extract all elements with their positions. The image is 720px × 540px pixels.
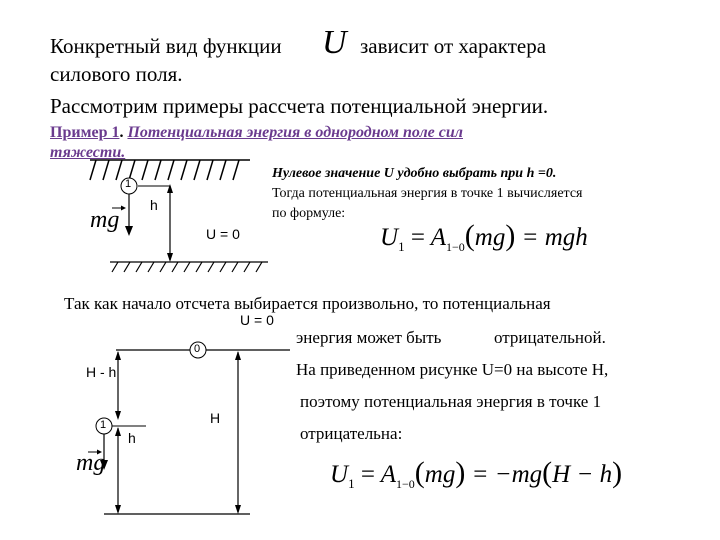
formula-2-rhs-pre: = −mg [471, 461, 543, 488]
text-2-line-5: отрицательна: [300, 424, 403, 443]
intro-line-1-post: зависит от характера [360, 34, 547, 58]
u-function-symbol: U [322, 24, 347, 61]
h-label-2: h [128, 430, 136, 446]
formula-1-work: A [430, 224, 447, 251]
formula-2-lhs: U [330, 461, 349, 488]
formula-1-rhs: = mgh [521, 224, 588, 251]
intro-line-1-pre: Конкретный вид функции [50, 34, 282, 58]
formula-1-lhs: U [380, 224, 399, 251]
zero-value-note: Нулевое значение U удобно выбрать при h =0. [272, 166, 557, 181]
example-label: Пример 1 [50, 124, 120, 141]
big-h-label: H [210, 410, 221, 426]
h-minus-h-arrowhead-top [115, 351, 121, 360]
text-2-line-3: На приведенном рисунке U=0 на высоте H, [296, 360, 609, 379]
formula-1-eq: = [410, 224, 425, 251]
h-minus-h-label: H - h [86, 364, 117, 380]
mg-label-1: mg [90, 207, 120, 233]
h-arrow-2-head-top [115, 427, 121, 436]
formula-2-rhs-paren: H − h [552, 461, 613, 488]
energy-computed-text: Тогда потенциальная энергия в точке 1 вычисляется [272, 186, 583, 201]
example-title-line-1: Потенциальная энергия в однородном поле сил [127, 124, 463, 141]
u-zero-label-2: U = 0 [240, 312, 274, 328]
formula-2-eq: = [360, 461, 375, 488]
formula-1-lhs-sub: 1 [398, 239, 405, 254]
h-minus-h-arrowhead-bottom [115, 411, 121, 420]
u-zero-label-1: U = 0 [206, 226, 240, 242]
formula-2-work-sub: 1−0 [396, 477, 415, 491]
text-2-line-4: поэтому потенциальная энергия в точке 1 [300, 392, 602, 411]
text-2-line-1: Так как начало отсчета выбирается произвольно, то потенциальная [64, 294, 551, 313]
intro-line-2: силового поля. [50, 62, 183, 86]
big-h-arrowhead-top [235, 351, 241, 360]
h-arrow-2-head-bottom [115, 505, 121, 514]
big-h-arrowhead-bottom [235, 505, 241, 514]
formula-2-work: A [380, 461, 397, 488]
intro-line-3: Рассмотрим примеры рассчета потенциальной энергии. [50, 94, 549, 118]
text-2-line-2b: отрицательной. [494, 328, 606, 347]
formula-2-mg: mg [424, 461, 456, 488]
by-formula-text: по формуле: [272, 206, 346, 221]
text-2-line-2a: энергия может быть [296, 328, 442, 347]
mg-label-2: mg [76, 450, 106, 476]
point-0-label: 0 [194, 343, 201, 355]
example-title-line-2: тяжести. [50, 144, 126, 161]
point-1b-label: 1 [100, 419, 107, 431]
formula-1-work-sub: 1−0 [446, 240, 465, 254]
formula-2: $U_1 = A_{1-0}(mg) = -mg(H - h)$ [330, 456, 623, 491]
h-label-1: h [150, 197, 158, 213]
formula-1: $U_1 = A_{1-0}(mg)$ = mgh [380, 219, 588, 254]
formula-2-lhs-sub: 1 [348, 476, 355, 491]
point-1-label: 1 [125, 178, 132, 190]
formula-1-mg: mg [474, 224, 506, 251]
example-heading: Пример 1. Потенциальная энергия в однородном поле сил [50, 124, 463, 141]
